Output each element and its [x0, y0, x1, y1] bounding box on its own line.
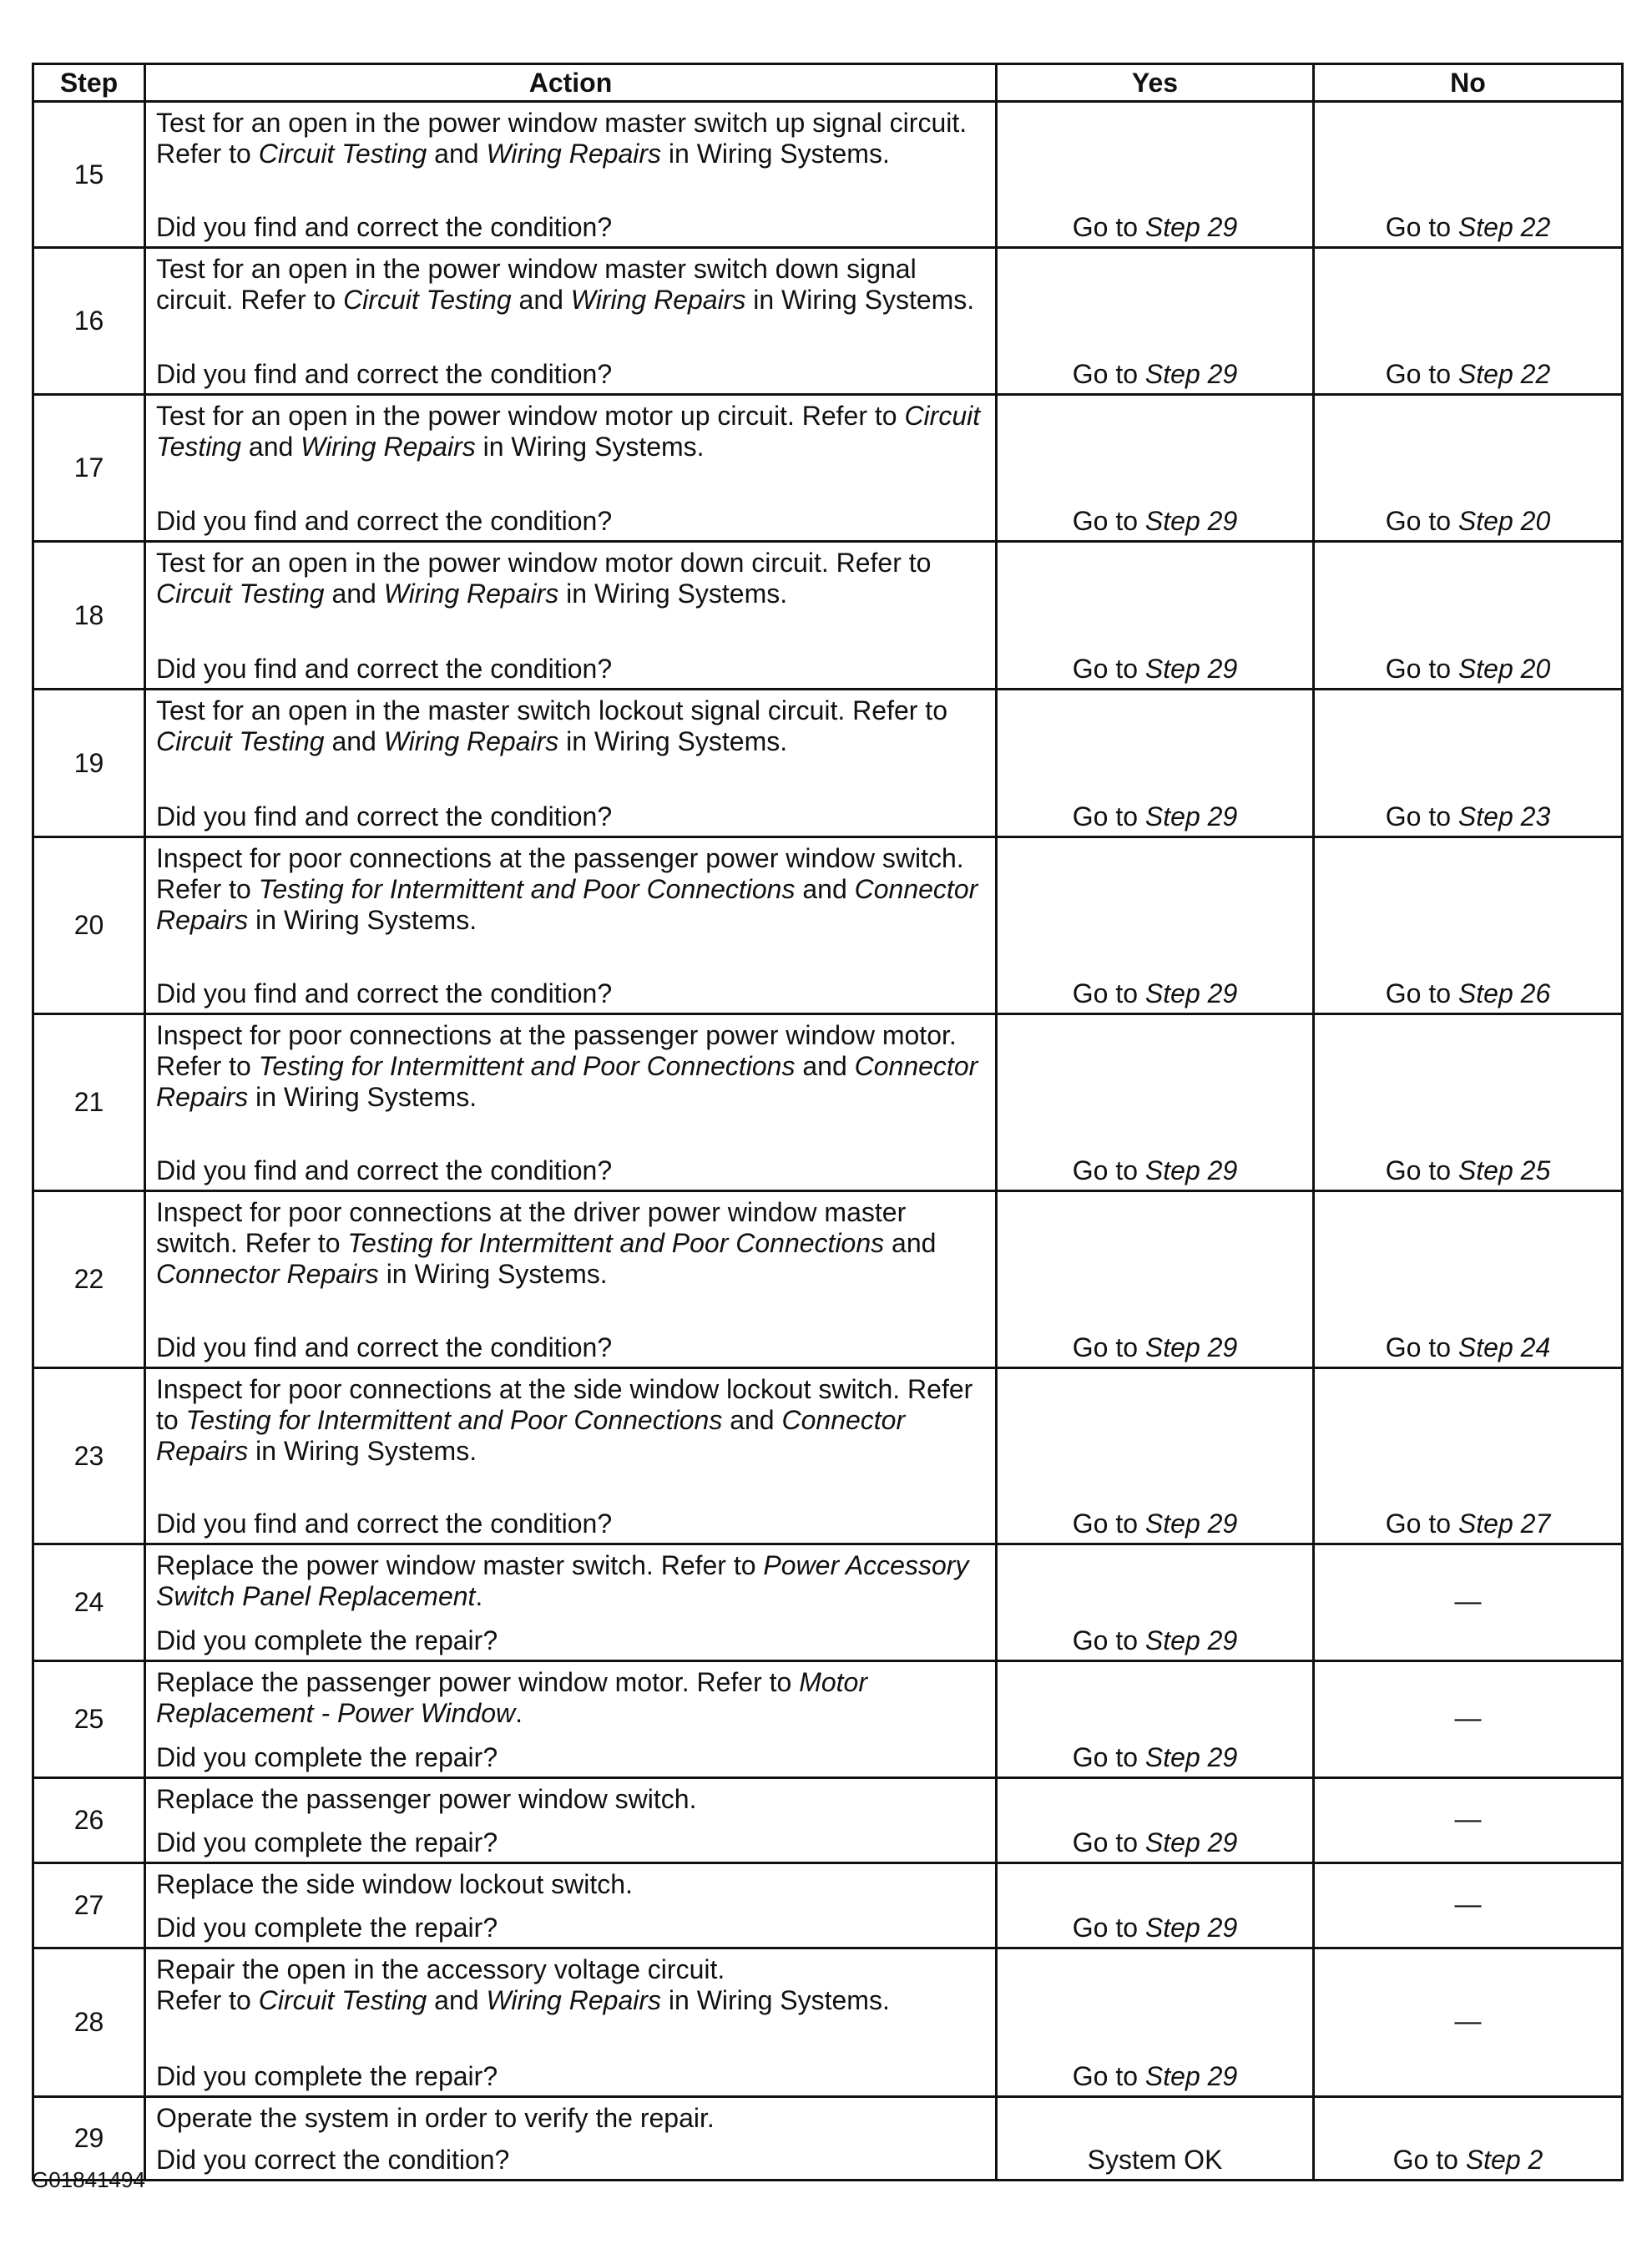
reference-text: Wiring Repairs	[570, 285, 746, 315]
yes-cell	[997, 837, 1314, 1014]
yes-result: Go to Step 29	[1072, 359, 1238, 389]
reference-text: Step 29	[1144, 212, 1238, 242]
action-cell	[145, 542, 997, 690]
yes-result: Go to Step 29	[1072, 801, 1238, 831]
yes-cell	[997, 1368, 1314, 1544]
not-applicable-dash: —	[1454, 1803, 1482, 1834]
action-question: Did you find and correct the condition?	[156, 978, 613, 1008]
no-result: Go to Step 22	[1385, 359, 1551, 389]
no-cell	[1314, 690, 1623, 837]
action-instruction: Test for an open in the power window master switch down signal circuit. Refer to Circuit Testing and Wiring Repairs in Wiring Systems.	[156, 254, 975, 315]
no-cell	[1314, 102, 1623, 248]
step-number: 17	[33, 395, 145, 542]
no-result: Go to Step 23	[1385, 801, 1551, 831]
reference-text: Connector Repairs	[156, 1405, 906, 1466]
yes-result: System OK	[1087, 2145, 1223, 2175]
yes-cell	[997, 1191, 1314, 1368]
step-number: 20	[33, 837, 145, 1014]
reference-text: Step 29	[1144, 506, 1238, 536]
reference-text: Power Accessory Switch Panel Replacement	[156, 1550, 969, 1611]
action-question: Did you find and correct the condition?	[156, 359, 613, 389]
table-row	[33, 1778, 1623, 1863]
action-instruction: Operate the system in order to verify the repair.	[156, 2103, 715, 2133]
reference-text: Motor Replacement - Power Window	[156, 1667, 867, 1728]
no-result: Go to Step 24	[1385, 1332, 1551, 1362]
action-cell	[145, 102, 997, 248]
diagnostic-table	[32, 63, 1624, 2181]
action-question: Did you complete the repair?	[156, 1625, 498, 1655]
reference-text: Step 29	[1144, 801, 1238, 831]
reference-text: Step 25	[1457, 1155, 1551, 1185]
action-instruction: Inspect for poor connections at the passenger power window switch. Refer to Testing for Intermittent and Poor Connections and Connector Repairs in Wiring Systems.	[156, 843, 978, 935]
not-applicable-dash: —	[1454, 1585, 1482, 1616]
action-question: Did you complete the repair?	[156, 1827, 498, 1857]
yes-cell	[997, 102, 1314, 248]
reference-text: Step 29	[1144, 1509, 1238, 1539]
yes-result: Go to Step 29	[1072, 212, 1238, 242]
reference-text: Step 2	[1465, 2145, 1543, 2175]
action-question: Did you correct the condition?	[156, 2145, 510, 2175]
step-number: 15	[33, 102, 145, 248]
table-row	[33, 1544, 1623, 1661]
table-row	[33, 1191, 1623, 1368]
action-instruction: Inspect for poor connections at the driver power window master switch. Refer to Testing for Intermittent and Poor Connections and Connector Repairs in Wiring Systems.	[156, 1197, 937, 1289]
action-instruction: Test for an open in the power window motor down circuit. Refer to Circuit Testing and Wiring Repairs in Wiring Systems.	[156, 548, 932, 609]
table-row	[33, 102, 1623, 248]
yes-cell	[997, 690, 1314, 837]
reference-text: Step 29	[1144, 359, 1238, 389]
reference-text: Circuit Testing	[156, 579, 325, 609]
action-instruction: Replace the passenger power window motor. Refer to Motor Replacement - Power Window.	[156, 1667, 867, 1728]
step-number: 26	[33, 1778, 145, 1863]
step-number: 27	[33, 1863, 145, 1948]
step-number: 22	[33, 1191, 145, 1368]
action-cell	[145, 1191, 997, 1368]
action-question: Did you find and correct the condition?	[156, 212, 613, 242]
action-question: Did you find and correct the condition?	[156, 801, 613, 831]
no-cell	[1314, 1778, 1623, 1863]
table-row	[33, 1014, 1623, 1191]
reference-text: Circuit Testing	[156, 401, 981, 462]
action-cell	[145, 1778, 997, 1863]
table-row	[33, 690, 1623, 837]
no-cell	[1314, 837, 1623, 1014]
action-question: Did you find and correct the condition?	[156, 1332, 613, 1362]
reference-text: Step 29	[1144, 978, 1238, 1008]
yes-result: Go to Step 29	[1072, 1827, 1238, 1857]
step-number: 29	[33, 2097, 145, 2181]
no-result: Go to Step 22	[1385, 212, 1551, 242]
no-result: Go to Step 20	[1385, 654, 1551, 684]
yes-result: Go to Step 29	[1072, 654, 1238, 684]
action-cell	[145, 1863, 997, 1948]
action-cell	[145, 1368, 997, 1544]
action-cell	[145, 1661, 997, 1778]
yes-result: Go to Step 29	[1072, 1155, 1238, 1185]
reference-text: Connector Repairs	[156, 874, 978, 935]
reference-text: Testing for Intermittent and Poor Connections	[185, 1405, 723, 1435]
yes-cell	[997, 1544, 1314, 1661]
yes-cell	[997, 2097, 1314, 2181]
step-number: 18	[33, 542, 145, 690]
no-cell	[1314, 1368, 1623, 1544]
not-applicable-dash: —	[1454, 2005, 1482, 2036]
yes-cell	[997, 1863, 1314, 1948]
no-cell	[1314, 2097, 1623, 2181]
reference-text: Wiring Repairs	[486, 1985, 661, 2015]
header-yes: Yes	[997, 64, 1314, 102]
reference-text: Step 24	[1457, 1332, 1551, 1362]
action-cell	[145, 690, 997, 837]
table-row	[33, 395, 1623, 542]
action-instruction: Test for an open in the power window master switch up signal circuit. Refer to Circuit Testing and Wiring Repairs in Wiring Systems.	[156, 108, 967, 169]
table-row	[33, 1661, 1623, 1778]
diagnostic-table-container	[32, 63, 1621, 2181]
yes-result: Go to Step 29	[1072, 1509, 1238, 1539]
no-cell	[1314, 542, 1623, 690]
action-instruction: Repair the open in the accessory voltage circuit. Refer to Circuit Testing and Wiring Repairs in Wiring Systems.	[156, 1954, 890, 2015]
reference-text: Circuit Testing	[156, 726, 325, 756]
reference-text: Step 29	[1144, 1827, 1238, 1857]
yes-result: Go to Step 29	[1072, 1625, 1238, 1655]
table-row	[33, 2097, 1623, 2181]
yes-cell	[997, 395, 1314, 542]
table-body	[33, 102, 1623, 2181]
action-question: Did you complete the repair?	[156, 1913, 498, 1943]
action-cell	[145, 837, 997, 1014]
table-row	[33, 837, 1623, 1014]
table-row	[33, 1948, 1623, 2097]
reference-text: Step 29	[1144, 1913, 1238, 1943]
table-row	[33, 248, 1623, 395]
no-cell	[1314, 248, 1623, 395]
no-result: Go to Step 26	[1385, 978, 1551, 1008]
reference-text: Wiring Repairs	[383, 579, 559, 609]
yes-result: Go to Step 29	[1072, 1742, 1238, 1772]
reference-text: Wiring Repairs	[486, 139, 661, 169]
reference-text: Testing for Intermittent and Poor Connections	[347, 1228, 885, 1258]
no-result: Go to Step 2	[1392, 2145, 1543, 2175]
yes-result: Go to Step 29	[1072, 2061, 1238, 2091]
no-result: Go to Step 25	[1385, 1155, 1551, 1185]
reference-text: Wiring Repairs	[301, 432, 476, 462]
reference-text: Step 29	[1144, 1332, 1238, 1362]
action-cell	[145, 1014, 997, 1191]
action-instruction: Replace the power window master switch. Refer to Power Accessory Switch Panel Replacement.	[156, 1550, 969, 1611]
action-instruction: Inspect for poor connections at the passenger power window motor. Refer to Testing for Intermittent and Poor Connections and Connector Repairs in Wiring Systems.	[156, 1020, 978, 1112]
yes-result: Go to Step 29	[1072, 1332, 1238, 1362]
reference-text: Step 27	[1457, 1509, 1551, 1539]
reference-text: Step 29	[1144, 2061, 1238, 2091]
reference-text: Testing for Intermittent and Poor Connections	[258, 1051, 796, 1081]
header-step: Step	[33, 64, 145, 102]
yes-cell	[997, 1948, 1314, 2097]
yes-cell	[997, 1014, 1314, 1191]
yes-result: Go to Step 29	[1072, 506, 1238, 536]
no-cell	[1314, 1544, 1623, 1661]
not-applicable-dash: —	[1454, 1702, 1482, 1733]
step-number: 25	[33, 1661, 145, 1778]
action-question: Did you complete the repair?	[156, 1742, 498, 1772]
header-action: Action	[145, 64, 997, 102]
reference-text: Connector Repairs	[156, 1051, 978, 1112]
reference-text: Step 22	[1457, 212, 1551, 242]
action-instruction: Replace the passenger power window switch.	[156, 1784, 697, 1814]
action-cell	[145, 2097, 997, 2181]
action-cell	[145, 1948, 997, 2097]
reference-text: Wiring Repairs	[383, 726, 559, 756]
step-number: 21	[33, 1014, 145, 1191]
yes-cell	[997, 1778, 1314, 1863]
reference-text: Circuit Testing	[343, 285, 512, 315]
reference-text: Step 29	[1144, 1625, 1238, 1655]
action-instruction: Test for an open in the power window motor up circuit. Refer to Circuit Testing and Wiring Repairs in Wiring Systems.	[156, 401, 981, 462]
action-cell	[145, 395, 997, 542]
action-question: Did you find and correct the condition?	[156, 1509, 613, 1539]
reference-text: Connector Repairs	[156, 1259, 379, 1289]
reference-text: Step 26	[1457, 978, 1551, 1008]
reference-text: Step 20	[1457, 654, 1551, 684]
reference-text: Step 29	[1144, 654, 1238, 684]
reference-text: Testing for Intermittent and Poor Connections	[258, 874, 796, 904]
no-result: Go to Step 20	[1385, 506, 1551, 536]
yes-cell	[997, 1661, 1314, 1778]
action-question: Did you complete the repair?	[156, 2061, 498, 2091]
no-result: Go to Step 27	[1385, 1509, 1551, 1539]
reference-text: Step 23	[1457, 801, 1551, 831]
header-row	[33, 64, 1623, 102]
no-cell	[1314, 1014, 1623, 1191]
no-cell	[1314, 1191, 1623, 1368]
header-no: No	[1314, 64, 1623, 102]
no-cell	[1314, 395, 1623, 542]
action-cell	[145, 248, 997, 395]
no-cell	[1314, 1863, 1623, 1948]
action-instruction: Inspect for poor connections at the side window lockout switch. Refer to Testing for Intermittent and Poor Connections and Connector Repairs in Wiring Systems.	[156, 1374, 973, 1466]
action-question: Did you find and correct the condition?	[156, 506, 613, 536]
reference-text: Step 29	[1144, 1155, 1238, 1185]
reference-text: Step 22	[1457, 359, 1551, 389]
action-cell	[145, 1544, 997, 1661]
no-cell	[1314, 1661, 1623, 1778]
table-row	[33, 542, 1623, 690]
reference-text: Circuit Testing	[258, 1985, 427, 2015]
reference-text: Step 20	[1457, 506, 1551, 536]
action-instruction: Replace the side window lockout switch.	[156, 1869, 633, 1899]
table-row	[33, 1863, 1623, 1948]
yes-cell	[997, 542, 1314, 690]
figure-id: G01841494	[32, 2167, 145, 2192]
yes-cell	[997, 248, 1314, 395]
no-cell	[1314, 1948, 1623, 2097]
table-row	[33, 1368, 1623, 1544]
yes-result: Go to Step 29	[1072, 978, 1238, 1008]
reference-text: Circuit Testing	[258, 139, 427, 169]
action-question: Did you find and correct the condition?	[156, 1155, 613, 1185]
step-number: 19	[33, 690, 145, 837]
step-number: 16	[33, 248, 145, 395]
step-number: 24	[33, 1544, 145, 1661]
action-question: Did you find and correct the condition?	[156, 654, 613, 684]
yes-result: Go to Step 29	[1072, 1913, 1238, 1943]
step-number: 28	[33, 1948, 145, 2097]
not-applicable-dash: —	[1454, 1888, 1482, 1919]
action-instruction: Test for an open in the master switch lockout signal circuit. Refer to Circuit Testing and Wiring Repairs in Wiring Systems.	[156, 695, 947, 756]
reference-text: Step 29	[1144, 1742, 1238, 1772]
step-number: 23	[33, 1368, 145, 1544]
